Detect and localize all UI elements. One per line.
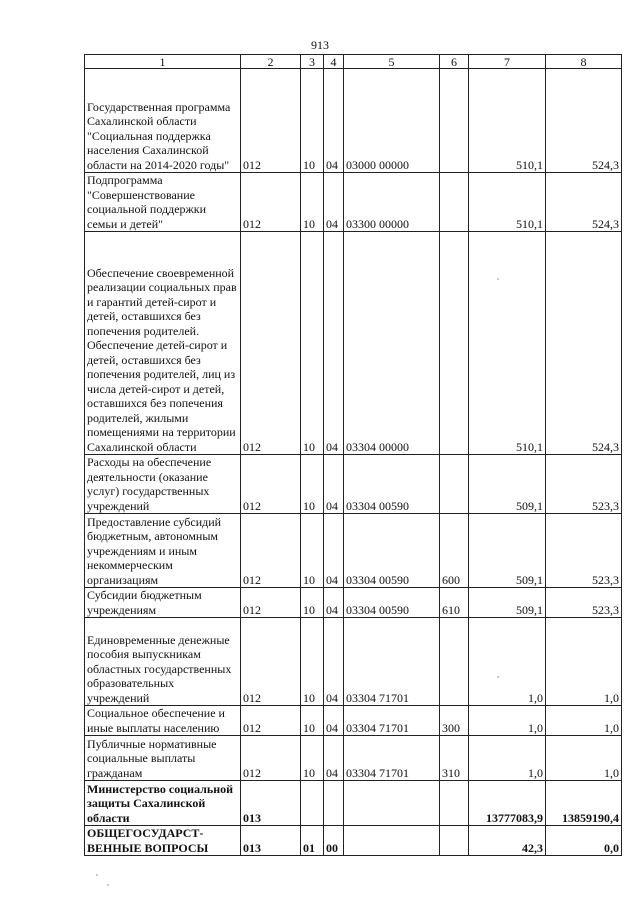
table-row [85,736,622,781]
target-code-cell: 03304 00590 [344,455,440,514]
table-row [85,232,622,455]
expense-type-cell [440,826,469,856]
amount-col7-cell: 509,1 [469,588,546,618]
table-row [85,514,622,588]
table-row [85,455,622,514]
chapter-code-cell: 012 [241,455,301,514]
section-code-cell: 10 [301,173,324,232]
amount-col7-cell: 1,0 [469,618,546,706]
chapter-code-cell: 012 [241,69,301,173]
scan-speck [497,676,499,678]
subsection-code-cell: 04 [324,69,344,173]
subsection-code-cell: 04 [324,588,344,618]
amount-col8-cell: 1,0 [546,706,622,736]
chapter-code-cell: 012 [241,736,301,781]
amount-col8-cell: 13859190,4 [546,781,622,826]
subsection-code-cell: 00 [324,826,344,856]
target-code-cell: 03304 00000 [344,232,440,455]
expense-type-cell: 610 [440,588,469,618]
amount-col7-cell: 510,1 [469,69,546,173]
scan-speck [107,884,109,886]
amount-col8-cell: 1,0 [546,618,622,706]
subsection-code-cell: 04 [324,618,344,706]
chapter-code-cell: 013 [241,826,301,856]
expense-type-cell [440,173,469,232]
expense-type-cell: 300 [440,706,469,736]
section-code-cell: 10 [301,232,324,455]
section-code-cell: 10 [301,736,324,781]
amount-col7-cell: 510,1 [469,173,546,232]
amount-col7-cell: 510,1 [469,232,546,455]
expense-type-cell [440,455,469,514]
table-row [85,618,622,706]
row-name-cell: Публичные нормативные социальные выплаты гражданам [85,736,241,781]
section-code-cell: 01 [301,826,324,856]
target-code-cell: 03300 00000 [344,173,440,232]
expense-type-cell: 600 [440,514,469,588]
amount-col8-cell: 1,0 [546,736,622,781]
chapter-code-cell: 012 [241,588,301,618]
target-code-cell [344,781,440,826]
chapter-code-cell: 012 [241,514,301,588]
table-header-row [85,55,622,69]
column-header: 8 [546,55,622,69]
subsection-code-cell: 04 [324,173,344,232]
expense-type-cell [440,232,469,455]
row-name-cell: Государственная программа Сахалинской области "Социальная поддержка населения Сахалинской области на 2014-2020 годы" [85,69,241,173]
expense-type-cell [440,618,469,706]
page-number: 913 [311,38,329,52]
expense-type-cell: 310 [440,736,469,781]
section-code-cell [301,781,324,826]
chapter-code-cell: 012 [241,618,301,706]
row-name-cell: Обеспечение своевременной реализации социальных прав и гарантий детей-сирот и детей, оставшихся без попечения родителей. Обеспечение детей-сирот и детей, оставшихся без попечения родителей, лиц из числа детей-сирот и детей, оставшихся без попечения родителей, жилыми помещениями на территории Сахалинской области [85,232,241,455]
target-code-cell: 03304 71701 [344,736,440,781]
row-name-cell: Единовременные денежные пособия выпускникам областных государственных образовательных учреждений [85,618,241,706]
expense-type-cell [440,781,469,826]
amount-col8-cell: 0,0 [546,826,622,856]
amount-col7-cell: 13777083,9 [469,781,546,826]
amount-col7-cell: 509,1 [469,455,546,514]
amount-col8-cell: 523,3 [546,514,622,588]
subsection-code-cell: 04 [324,514,344,588]
subsection-code-cell: 04 [324,232,344,455]
column-header: 2 [241,55,301,69]
chapter-code-cell: 012 [241,706,301,736]
amount-col8-cell: 523,3 [546,588,622,618]
section-code-cell: 10 [301,618,324,706]
amount-col8-cell: 524,3 [546,69,622,173]
column-header: 1 [85,55,241,69]
table-row [85,588,622,618]
amount-col7-cell: 42,3 [469,826,546,856]
column-header: 7 [469,55,546,69]
target-code-cell: 03304 71701 [344,618,440,706]
column-header: 5 [344,55,440,69]
amount-col7-cell: 1,0 [469,706,546,736]
row-name-cell: Расходы на обеспечение деятельности (оказание услуг) государственных учреждений [85,455,241,514]
budget-table [84,54,622,856]
target-code-cell: 03304 00590 [344,588,440,618]
column-header: 4 [324,55,344,69]
column-header: 6 [440,55,469,69]
target-code-cell: 03304 00590 [344,514,440,588]
section-code-cell: 10 [301,588,324,618]
chapter-code-cell: 013 [241,781,301,826]
row-name-cell: Субсидии бюджетным учреждениям [85,588,241,618]
scan-speck [497,278,499,280]
row-name-cell: ОБЩЕГОСУДАРСТ-ВЕННЫЕ ВОПРОСЫ [85,826,241,856]
subsection-code-cell: 04 [324,455,344,514]
amount-col8-cell: 524,3 [546,173,622,232]
table-row [85,69,622,173]
amount-col8-cell: 523,3 [546,455,622,514]
subsection-code-cell: 04 [324,706,344,736]
subsection-code-cell [324,781,344,826]
section-code-cell: 10 [301,455,324,514]
section-code-cell: 10 [301,514,324,588]
amount-col7-cell: 509,1 [469,514,546,588]
target-code-cell [344,826,440,856]
row-name-cell: Социальное обеспечение и иные выплаты населению [85,706,241,736]
section-code-cell: 10 [301,69,324,173]
table-row [85,781,622,826]
target-code-cell: 03000 00000 [344,69,440,173]
row-name-cell: Предоставление субсидий бюджетным, автономным учреждениям и иным некоммерческим организациям [85,514,241,588]
table-row [85,826,622,856]
amount-col7-cell: 1,0 [469,736,546,781]
section-code-cell: 10 [301,706,324,736]
chapter-code-cell: 012 [241,232,301,455]
row-name-cell: Подпрограмма "Совершенствование социальной поддержки семьи и детей" [85,173,241,232]
column-header: 3 [301,55,324,69]
scan-speck [96,874,98,876]
target-code-cell: 03304 71701 [344,706,440,736]
expense-type-cell [440,69,469,173]
chapter-code-cell: 012 [241,173,301,232]
subsection-code-cell: 04 [324,736,344,781]
table-row [85,706,622,736]
row-name-cell: Министерство социальной защиты Сахалинской области [85,781,241,826]
table-row [85,173,622,232]
amount-col8-cell: 524,3 [546,232,622,455]
